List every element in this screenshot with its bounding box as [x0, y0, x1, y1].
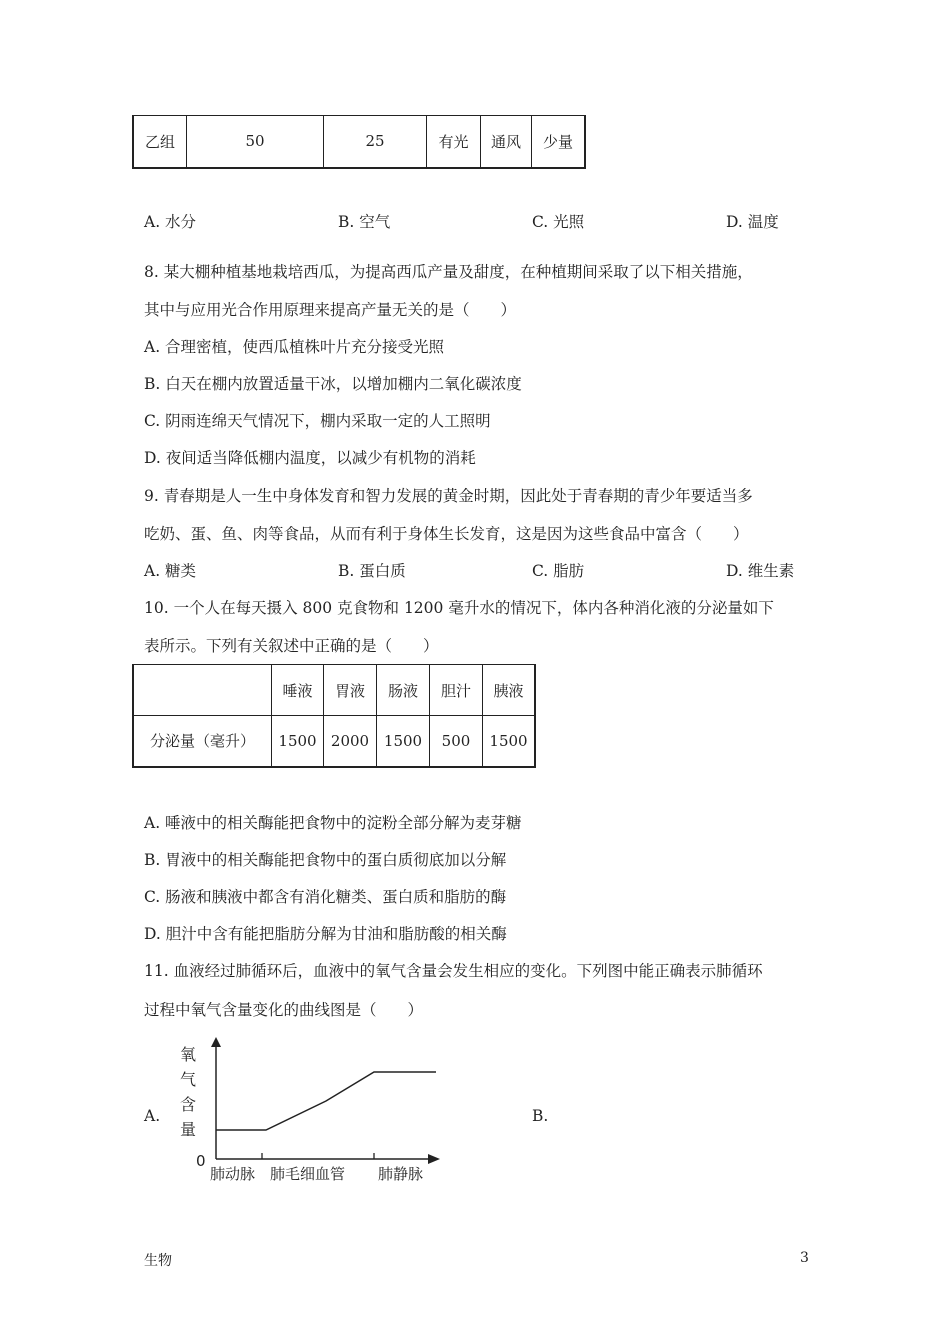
- q7-option-c: C. 光照: [532, 213, 585, 231]
- q9-stem-line1: 9. 青春期是人一生中身体发育和智力发展的黄金时期，因此处于青春期的青少年要适当多: [144, 487, 753, 505]
- y-label-char: 氧: [180, 1045, 197, 1064]
- q11-stem-line1: 11. 血液经过肺循环后，血液中的氧气含量会发生相应的变化。下列图中能正确表示肺循环: [144, 962, 763, 980]
- experiment-table: [132, 115, 586, 169]
- table-header-cell: 胰液: [483, 665, 536, 716]
- q8-stem-line2: 其中与应用光合作用原理来提高产量无关的是（ ）: [144, 301, 517, 319]
- q8-option-a: A. 合理密植，使西瓜植株叶片充分接受光照: [144, 338, 445, 356]
- q8-option-b: B. 白天在棚内放置适量干冰，以增加棚内二氧化碳浓度: [144, 375, 522, 393]
- footer-subject: 生物: [144, 1253, 172, 1269]
- q9-option-c: C. 脂肪: [532, 562, 585, 580]
- table-cell: 2000: [324, 716, 377, 767]
- q8-option-d: D. 夜间适当降低棚内温度，以减少有机物的消耗: [144, 449, 476, 467]
- x-label: 肺毛细血管: [270, 1165, 346, 1183]
- q10-stem-line1: 10. 一个人在每天摄入 800 克食物和 1200 毫升水的情况下，体内各种消化液的分泌量如下: [144, 599, 774, 617]
- table-cell: 有光: [427, 116, 481, 168]
- q9-option-b: B. 蛋白质: [338, 562, 406, 580]
- table-header-cell: 胃液: [324, 665, 377, 716]
- origin-label: 0: [196, 1152, 206, 1170]
- table-row-label: 分泌量（毫升）: [133, 716, 272, 767]
- table-cell: 乙组: [133, 116, 187, 168]
- y-label-char: 气: [180, 1070, 197, 1089]
- table-header-cell: [133, 665, 272, 716]
- q10-option-a: A. 唾液中的相关酶能把食物中的淀粉全部分解为麦芽糖: [144, 814, 522, 832]
- secretion-table: [132, 664, 536, 768]
- table-cell: 1500: [272, 716, 324, 767]
- table-cell: 少量: [532, 116, 586, 168]
- x-label: 肺静脉: [378, 1165, 424, 1183]
- q11-option-a-label: A.: [144, 1107, 161, 1125]
- q7-option-a: A. 水分: [144, 213, 197, 231]
- table-cell: 50: [187, 116, 324, 168]
- q10-option-c: C. 肠液和胰液中都含有消化糖类、蛋白质和脂肪的酶: [144, 888, 507, 906]
- table-header-cell: 肠液: [377, 665, 430, 716]
- table-cell: 1500: [377, 716, 430, 767]
- q8-option-c: C. 阴雨连绵天气情况下，棚内采取一定的人工照明: [144, 412, 491, 430]
- q9-stem-line2: 吃奶、蛋、鱼、肉等食品，从而有利于身体生长发育，这是因为这些食品中富含（ ）: [144, 525, 749, 543]
- table-cell: 通风: [481, 116, 532, 168]
- x-label: 肺动脉: [210, 1165, 256, 1183]
- table-cell: 1500: [483, 716, 536, 767]
- table-header-cell: 唾液: [272, 665, 324, 716]
- q8-stem-line1: 8. 某大棚种植基地栽培西瓜，为提高西瓜产量及甜度，在种植期间采取了以下相关措施，: [144, 263, 753, 281]
- q9-option-a: A. 糖类: [144, 562, 197, 580]
- y-axis-arrow: [211, 1037, 221, 1047]
- y-label-char: 含: [180, 1095, 197, 1114]
- q10-option-d: D. 胆汁中含有能把脂肪分解为甘油和脂肪酸的相关酶: [144, 925, 507, 943]
- table-cell: 25: [324, 116, 427, 168]
- q11-option-b-label: B.: [532, 1107, 549, 1125]
- q11-stem-line2: 过程中氧气含量变化的曲线图是（ ）: [144, 1001, 424, 1019]
- q10-option-b: B. 胃液中的相关酶能把食物中的蛋白质彻底加以分解: [144, 851, 507, 869]
- table-cell: 500: [430, 716, 483, 767]
- oxygen-curve: [216, 1072, 436, 1130]
- footer-page-number: 3: [800, 1250, 809, 1266]
- y-label-char: 量: [180, 1120, 197, 1139]
- q7-option-d: D. 温度: [726, 213, 779, 231]
- q9-option-d: D. 维生素: [726, 562, 795, 580]
- x-axis-arrow: [428, 1154, 440, 1164]
- q7-option-b: B. 空气: [338, 213, 391, 231]
- q10-stem-line2: 表所示。下列有关叙述中正确的是（ ）: [144, 637, 439, 655]
- oxygen-chart: [170, 1035, 450, 1185]
- table-header-cell: 胆汁: [430, 665, 483, 716]
